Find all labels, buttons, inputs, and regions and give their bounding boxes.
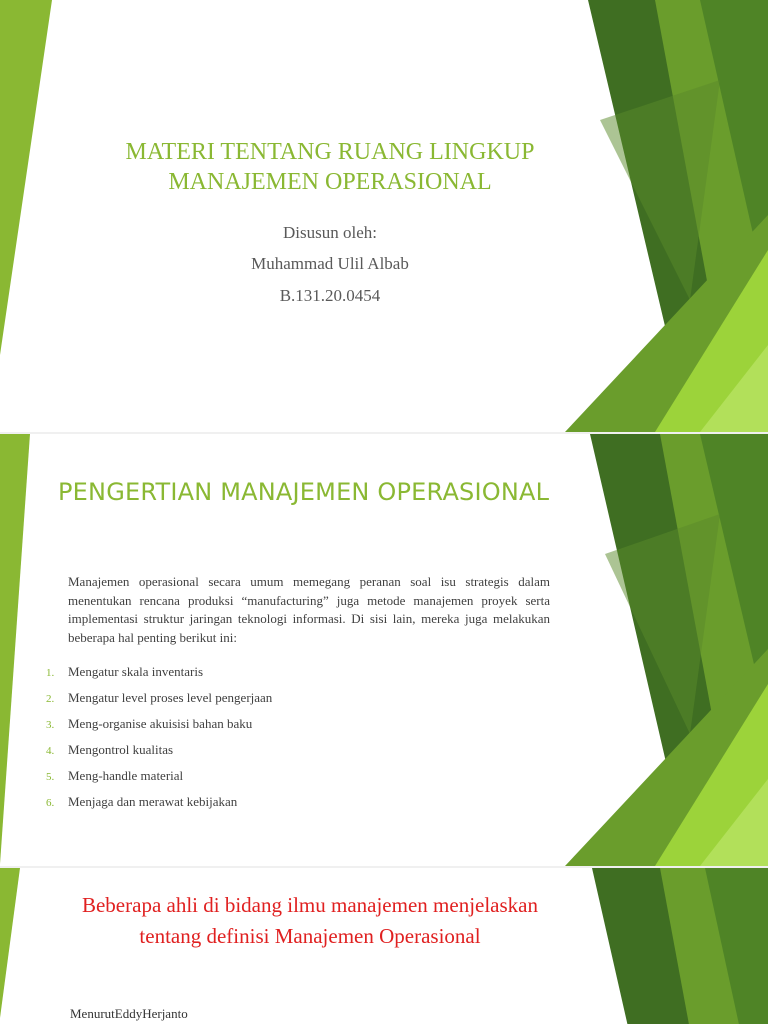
list-number: 5. [46, 771, 55, 783]
intro-paragraph: Manajemen operasional secara umum memegang peranan soal isu strategis dalam menentukan rencana produksi “manufacturing” juga metode manajemen proyek serta implementasi struktur jaringan teknologi informasi. Di sisi lain, mereka juga melakukan beberapa hal penting berikut ini: [68, 574, 550, 645]
list-item [46, 789, 272, 815]
list-item-text: Mengontrol kualitas [68, 742, 174, 757]
author-label: Disusun oleh: [283, 223, 377, 242]
task-list [46, 659, 272, 815]
list-number: 4. [46, 745, 55, 757]
list-item-text: Mengatur level proses level pengerjaan [68, 690, 273, 705]
list-item [46, 711, 272, 737]
list-item-text: Meng-organise akuisisi bahan baku [68, 716, 253, 731]
list-number: 6. [46, 797, 55, 809]
list-item [46, 737, 272, 763]
slide-heading: Beberapa ahli di bidang ilmu manajemen menjelaskan tentang definisi Manajemen Operasional [81, 893, 538, 948]
list-number: 3. [46, 719, 55, 731]
list-item [46, 659, 272, 685]
list-item-text: Meng-handle material [68, 768, 184, 783]
source-text: MenurutEddyHerjanto [70, 1006, 188, 1021]
list-item [46, 685, 272, 711]
author-name: Muhammad Ulil Albab [251, 254, 409, 273]
decorative-background-shapes [0, 0, 768, 432]
list-item-text: Mengatur skala inventaris [68, 664, 204, 679]
list-number: 1. [46, 667, 55, 679]
list-item-text: Menjaga dan merawat kebijakan [68, 794, 238, 809]
section-title: PENGERTIAN MANAJEMEN OPERASIONAL [58, 478, 550, 506]
list-number: 2. [46, 693, 55, 705]
slide-1[interactable] [0, 0, 768, 432]
presentation-title: MATERI TENTANG RUANG LINGKUP MANAJEMEN OPERASIONAL [125, 139, 535, 195]
list-item [46, 763, 272, 789]
student-id: B.131.20.0454 [279, 286, 381, 305]
